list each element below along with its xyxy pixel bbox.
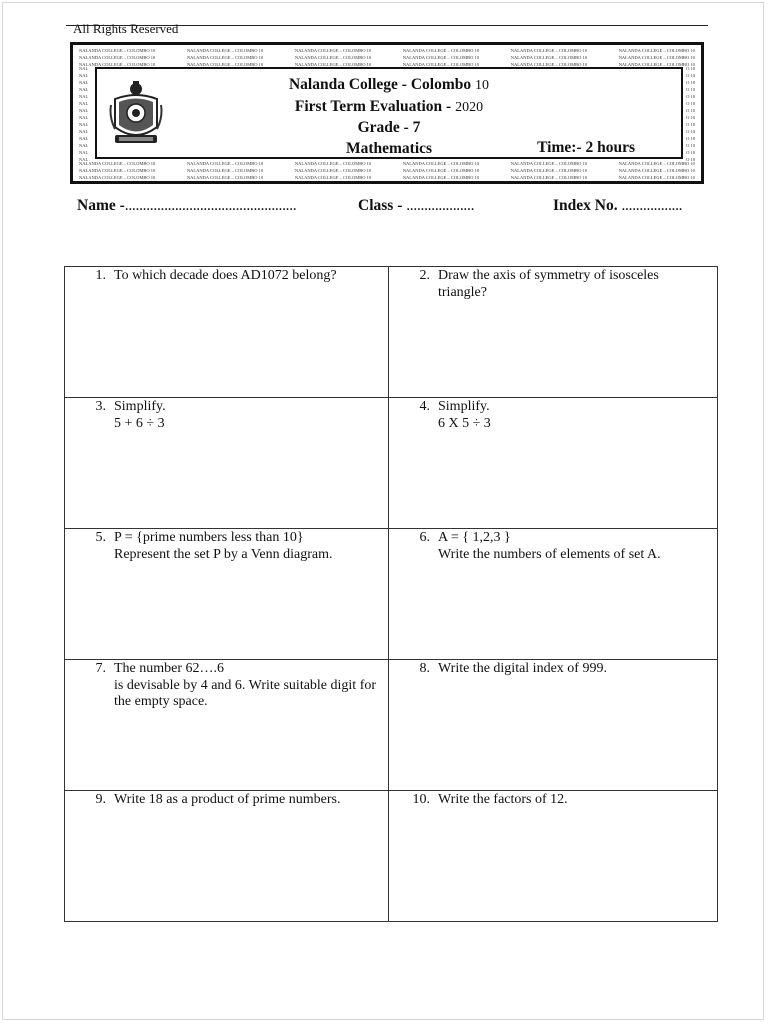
question-number: 2. <box>419 268 430 283</box>
student-fields <box>0 197 768 219</box>
question-cell[interactable] <box>389 660 718 791</box>
question-line: triangle? <box>438 284 487 300</box>
question-line: is devisable by 4 and 6. Write suitable digit for <box>114 677 377 693</box>
exam-year: 2020 <box>455 100 484 115</box>
watermark-text: O 10 <box>686 136 695 141</box>
exam-banner <box>70 42 704 184</box>
watermark-text: O 10 <box>686 80 695 85</box>
watermark-text: O 10 <box>686 87 695 92</box>
watermark-text: NALANDA COLLEGE – COLOMBO 10 <box>186 161 264 166</box>
watermark-text: NAL <box>79 136 89 141</box>
question-line: A = { 1,2,3 } <box>438 530 511 545</box>
watermark-text: NALANDA COLLEGE – COLOMBO 10 <box>402 175 480 180</box>
watermark-text: NALANDA COLLEGE – COLOMBO 10 <box>402 62 480 67</box>
question <box>389 267 717 301</box>
question-cell[interactable] <box>389 267 718 398</box>
watermark-text: NALANDA COLLEGE – COLOMBO 10 <box>402 55 480 60</box>
watermark-text: O 10 <box>686 115 695 120</box>
watermark-text: NALANDA COLLEGE – COLOMBO 10 <box>294 62 372 67</box>
grade-label: Grade - 7 <box>357 119 421 136</box>
index-blank[interactable]: ................. <box>621 197 683 214</box>
question-text <box>438 661 717 678</box>
watermark-text: NALANDA COLLEGE – COLOMBO 10 <box>618 161 695 166</box>
watermark-row <box>79 160 695 167</box>
watermark-text: NALANDA COLLEGE – COLOMBO 10 <box>402 161 480 166</box>
question <box>65 398 388 432</box>
question-cell[interactable] <box>65 267 389 398</box>
question-line: 6 X 5 ÷ 3 <box>438 415 491 431</box>
watermark-text: NAL <box>79 80 89 85</box>
watermark-text: NALANDA COLLEGE – COLOMBO 10 <box>618 168 695 173</box>
watermark-text: NALANDA COLLEGE – COLOMBO 10 <box>186 175 264 180</box>
watermark-text: O 10 <box>686 108 695 113</box>
watermark-text: NALANDA COLLEGE – COLOMBO 10 <box>79 168 156 173</box>
watermark-text: NALANDA COLLEGE – COLOMBO 10 <box>294 161 372 166</box>
question-number: 9. <box>95 792 106 807</box>
exam-heading: First Term Evaluation - 2020 <box>294 98 484 115</box>
question <box>389 660 717 678</box>
watermark-text: O 10 <box>686 66 695 71</box>
watermark-row <box>79 47 695 54</box>
exam-title: First Term Evaluation <box>294 98 443 115</box>
question-text <box>114 399 388 432</box>
question-line: Simplify. <box>114 399 166 414</box>
question-cell[interactable] <box>389 529 718 660</box>
question <box>65 529 388 563</box>
watermark-text: NAL <box>79 108 89 113</box>
watermark-text: O 10 <box>686 150 695 155</box>
question-cell[interactable] <box>65 660 389 791</box>
watermark-text: O 10 <box>686 157 695 161</box>
watermark-text: NALANDA COLLEGE – COLOMBO 10 <box>618 175 695 180</box>
question-line: Represent the set P by a Venn diagram. <box>114 546 333 562</box>
watermark-text: O 10 <box>686 73 695 78</box>
question-number: 5. <box>95 530 106 545</box>
watermark-text: O 10 <box>686 122 695 127</box>
watermark-text: NALANDA COLLEGE – COLOMBO 10 <box>79 175 156 180</box>
exam-title-box <box>95 67 683 159</box>
name-label: Name - <box>77 197 125 214</box>
question <box>65 267 388 285</box>
watermark-text: NALANDA COLLEGE – COLOMBO 10 <box>402 168 480 173</box>
rights-notice: All Rights Reserved <box>73 21 179 36</box>
question-row <box>65 660 718 791</box>
watermark-text: NALANDA COLLEGE – COLOMBO 10 <box>294 175 372 180</box>
watermark-text: NAL <box>79 87 89 92</box>
watermark-text: NALANDA COLLEGE – COLOMBO 10 <box>294 55 372 60</box>
question-line: 5 + 6 ÷ 3 <box>114 415 165 431</box>
school-city: Colombo <box>410 76 472 93</box>
question-row <box>65 529 718 660</box>
class-blank[interactable]: ................... <box>406 197 475 214</box>
question-row <box>65 791 718 922</box>
question-number: 10. <box>412 792 430 807</box>
watermark-text: NALANDA COLLEGE – COLOMBO 10 <box>186 48 264 53</box>
question-cell[interactable] <box>65 791 389 922</box>
question-text <box>438 530 717 563</box>
question <box>389 791 717 809</box>
question-number: 4. <box>419 399 430 414</box>
watermark-text: NALANDA COLLEGE – COLOMBO 10 <box>79 161 156 166</box>
question-line: Write the digital index of 999. <box>438 661 607 676</box>
class-field[interactable] <box>358 197 474 215</box>
watermark-row <box>79 167 695 174</box>
watermark-text: NALANDA COLLEGE – COLOMBO 10 <box>618 48 695 53</box>
question-text <box>114 661 388 711</box>
question-table <box>64 266 718 922</box>
watermark-text: NAL <box>79 73 89 78</box>
watermark-text: O 10 <box>686 129 695 134</box>
question-cell[interactable] <box>65 529 389 660</box>
question <box>389 398 717 432</box>
watermark-text: NAL <box>79 94 89 99</box>
school-name: Nalanda College <box>288 76 398 93</box>
watermark-text: NAL <box>79 157 89 161</box>
watermark-text: NALANDA COLLEGE – COLOMBO 10 <box>186 62 264 67</box>
watermark-text: NALANDA COLLEGE – COLOMBO 10 <box>294 48 372 53</box>
question-number: 1. <box>95 268 106 283</box>
watermark-text: NAL <box>79 150 89 155</box>
question-text <box>438 792 717 809</box>
watermark-text: NALANDA COLLEGE – COLOMBO 10 <box>79 55 156 60</box>
watermark-text: NALANDA COLLEGE – COLOMBO 10 <box>79 48 156 53</box>
watermark-text: NAL <box>79 66 89 71</box>
watermark-text: NAL <box>79 122 89 127</box>
question-number: 3. <box>95 399 106 414</box>
question-line: Simplify. <box>438 399 490 414</box>
watermark-text: NALANDA COLLEGE – COLOMBO 10 <box>79 62 156 67</box>
watermark-text: NAL <box>79 143 89 148</box>
watermark-text: NALANDA COLLEGE – COLOMBO 10 <box>510 161 587 166</box>
question-line: Draw the axis of symmetry of isosceles <box>438 268 659 283</box>
watermark-text: NALANDA COLLEGE – COLOMBO 10 <box>510 55 587 60</box>
question-line: Write the numbers of elements of set A. <box>438 546 661 562</box>
school-code: 10 <box>475 78 490 93</box>
question-text <box>114 792 388 809</box>
class-label: Class - <box>358 197 403 214</box>
question-row <box>65 398 718 529</box>
name-field[interactable] <box>77 197 296 215</box>
watermark-text: NAL <box>79 115 89 120</box>
watermark-text: NALANDA COLLEGE – COLOMBO 10 <box>510 62 587 67</box>
rights-divider <box>66 25 708 26</box>
question-line: P = {prime numbers less than 10} <box>114 530 304 545</box>
question-line: Write the factors of 12. <box>438 792 568 807</box>
question-cell[interactable] <box>389 791 718 922</box>
watermark-text: NALANDA COLLEGE – COLOMBO 10 <box>186 168 264 173</box>
subject-label: Mathematics <box>345 140 433 157</box>
question-line: Write 18 as a product of prime numbers. <box>114 792 341 807</box>
question <box>389 529 717 563</box>
question-text <box>438 268 717 301</box>
watermark-text: NAL <box>79 129 89 134</box>
watermark-row <box>79 54 695 61</box>
watermark-text: NALANDA COLLEGE – COLOMBO 10 <box>510 175 587 180</box>
school-heading: Nalanda College - Colombo 10 <box>288 76 490 93</box>
question-number: 8. <box>419 661 430 676</box>
watermark-text: NALANDA COLLEGE – COLOMBO 10 <box>618 62 695 67</box>
watermark-text: O 10 <box>686 94 695 99</box>
watermark-row <box>79 174 695 181</box>
watermark-text: NALANDA COLLEGE – COLOMBO 10 <box>186 55 264 60</box>
question-number: 6. <box>419 530 430 545</box>
question <box>65 660 388 711</box>
watermark-text: NALANDA COLLEGE – COLOMBO 10 <box>402 48 480 53</box>
question-cell[interactable] <box>389 398 718 529</box>
watermark-text: NAL <box>79 101 89 106</box>
watermark-text: O 10 <box>686 101 695 106</box>
watermark-text: NALANDA COLLEGE – COLOMBO 10 <box>294 168 372 173</box>
question-line: the empty space. <box>114 694 208 709</box>
name-blank[interactable]: ................................................ <box>124 197 297 214</box>
watermark-text: NALANDA COLLEGE – COLOMBO 10 <box>510 48 587 53</box>
watermark-side-right <box>681 65 695 161</box>
question <box>65 791 388 809</box>
index-label: Index No. <box>553 197 618 214</box>
question-text <box>438 399 717 432</box>
time-label: Time:- 2 hours <box>537 139 635 156</box>
question-row <box>65 267 718 398</box>
question-cell[interactable] <box>65 398 389 529</box>
watermark-text: O 10 <box>686 143 695 148</box>
watermark-text: NALANDA COLLEGE – COLOMBO 10 <box>618 55 695 60</box>
question-text <box>114 268 388 285</box>
question-text <box>114 530 388 563</box>
question-line: The number 62….6 <box>114 661 225 676</box>
index-field[interactable] <box>553 197 682 215</box>
question-line: To which decade does AD1072 belong? <box>114 268 337 283</box>
question-number: 7. <box>95 661 106 676</box>
watermark-text: NALANDA COLLEGE – COLOMBO 10 <box>510 168 587 173</box>
watermark-side-left <box>79 65 93 161</box>
